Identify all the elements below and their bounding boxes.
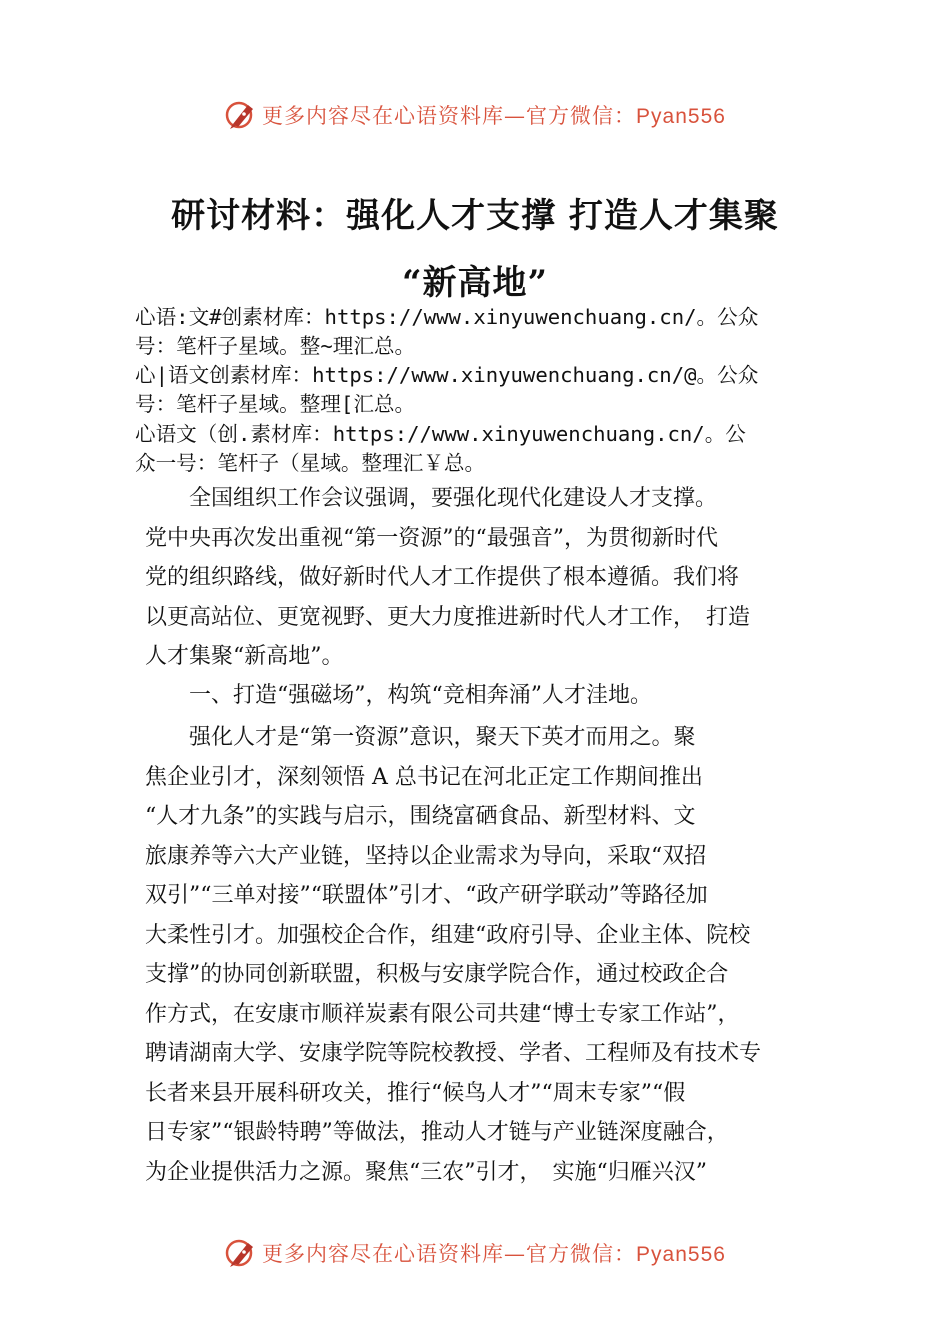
text-line: 党的组织路线，做好新时代人才工作提供了根本遵循。我们将 — [145, 565, 740, 590]
text-line: 人才集聚“新高地”。 — [145, 644, 344, 669]
text-line: “人才九条”的实践与启示，围绕富硒食品、新型材料、文 — [145, 804, 696, 829]
banner-account: Pyan556 — [636, 105, 726, 128]
text-line: 旅康养等六大产业链，坚持以企业需求为导向，采取“双招 — [145, 843, 707, 869]
watermark-line: 心语:文#创素材库：https://www.xinyuwenchuang.cn/。公众 — [135, 305, 759, 329]
footer-banner — [0, 1233, 950, 1273]
section-heading-1 — [145, 676, 845, 716]
text-line: 作方式，在安康市顺祥炭素有限公司共建“博士专家工作站”， — [145, 1001, 740, 1027]
text-line: 双引”“三单对接”“联盟体”引才、“政产研学联动”等路径加 — [145, 883, 708, 908]
text-line: 支撑”的协同创新联盟，积极与安康学院合作，通过校政企合 — [145, 962, 729, 987]
text-line: 日专家”“银龄特聘”等做法，推动人才链与产业链深度融合， — [145, 1120, 729, 1145]
body-paragraph-section-1 — [145, 718, 845, 1192]
text-line: 一、打造“强磁场”，构筑“竞相奔涌”人才洼地。 — [145, 683, 652, 708]
text-line: 为企业提供活力之源。聚焦“三农”引才， 实施“归雁兴汉” — [145, 1159, 707, 1185]
header-banner — [0, 95, 950, 135]
text-line: 全国组织工作会议强调，要强化现代化建设人才支撑。 — [145, 486, 718, 511]
document-title-line-2: “新高地” — [401, 263, 549, 303]
pen-nib-logo-icon — [224, 98, 258, 132]
banner-text: 更多内容尽在心语资料库—官方微信：Pyan556 — [262, 104, 726, 128]
document-title-line-1: 研讨材料：强化人才支撑 打造人才集聚 — [171, 196, 779, 236]
text-line: 以更高站位、更宽视野、更大力度推进新时代人才工作， 打造 — [145, 604, 751, 630]
banner-text: 更多内容尽在心语资料库—官方微信：Pyan556 — [262, 1242, 726, 1266]
watermark-line: 号：笔杆子星域。整~理汇总。 — [135, 334, 416, 358]
watermark-line: 号：笔杆子星域。整理[汇总。 — [135, 392, 416, 416]
body-paragraph-intro — [145, 479, 845, 677]
watermark-block — [135, 361, 835, 419]
watermark-line: 心语文（创.素材库：https://www.xinyuwenchuang.cn/。公 — [135, 422, 746, 446]
watermark-block — [135, 420, 835, 478]
pen-nib-logo-icon — [224, 1236, 258, 1270]
text-line: 焦企业引才，深刻领悟 A 总书记在河北正定工作期间推出 — [145, 764, 703, 790]
text-line: 大柔性引才。加强校企合作，组建“政府引导、企业主体、院校 — [145, 922, 751, 948]
watermark-line: 众一号：笔杆子（星域。整理汇￥总。 — [135, 451, 486, 475]
text-line: 长者来县开展科研攻关，推行“候鸟人才”“周末专家”“假 — [145, 1080, 686, 1106]
watermark-block — [135, 303, 835, 361]
banner-account: Pyan556 — [636, 1243, 726, 1266]
text-line: 聘请湖南大学、安康学院等院校教授、学者、工程师及有技术专 — [145, 1041, 762, 1066]
text-line: 党中央再次发出重视“第一资源”的“最强音”，为贯彻新时代 — [145, 525, 718, 551]
watermark-line: 心|语文创素材库：https://www.xinyuwenchuang.cn/@。公众 — [135, 363, 759, 387]
text-line: 强化人才是“第一资源”意识，聚天下英才而用之。聚 — [145, 725, 696, 750]
